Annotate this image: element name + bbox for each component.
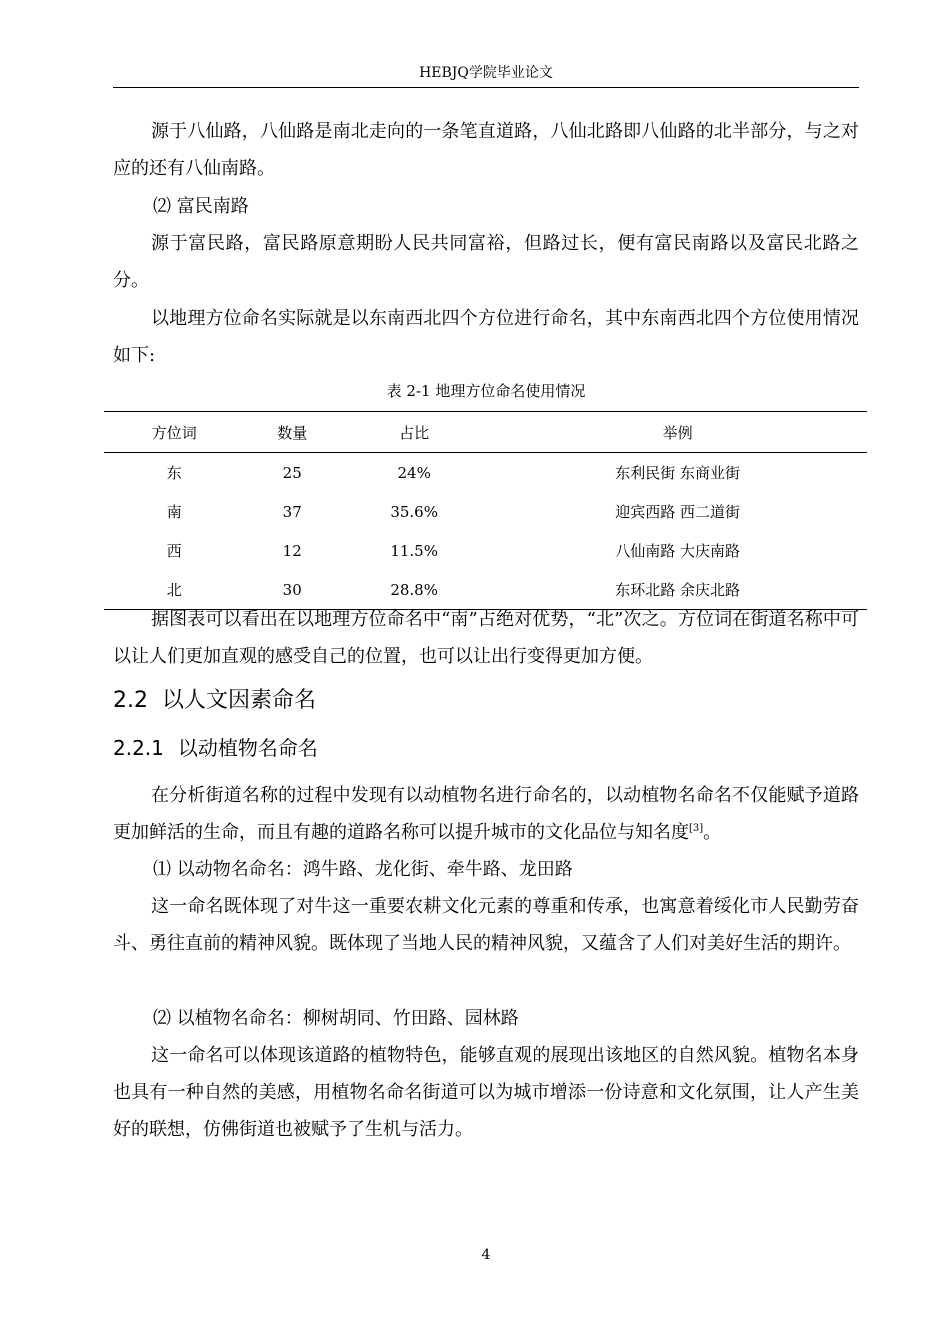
table-row bbox=[104, 492, 867, 531]
paragraph-flora-fauna-intro bbox=[113, 777, 859, 851]
table-cell: 东环北路 余庆北路 bbox=[488, 570, 867, 610]
table-cell: 东利民街 东商业街 bbox=[615, 464, 741, 482]
table-header-row bbox=[104, 412, 867, 453]
subsection-title: 以动植物名命名 bbox=[177, 736, 318, 760]
table-cell: 迎宾西路 西二道街 bbox=[615, 503, 741, 521]
table-cell: 25 bbox=[282, 463, 302, 482]
table-cell: 东 bbox=[166, 464, 182, 482]
list-item-fumin: ⑵ 富民南路 bbox=[153, 196, 249, 217]
paragraph-fumin: 源于富民路，富民路原意期盼人民共同富裕，但路过长，便有富民南路以及富民北路之分。 bbox=[113, 233, 859, 291]
table-cell: 西 bbox=[166, 542, 182, 560]
section-title: 以人文因素命名 bbox=[162, 688, 317, 713]
paragraph-end: 。 bbox=[703, 822, 722, 843]
table-cell: 11.5% bbox=[390, 541, 438, 560]
table-cell: 30 bbox=[244, 570, 340, 610]
list-item-animal-names: ⑴ 以动物名命名：鸿牛路、龙化街、牵牛路、龙田路 bbox=[153, 859, 573, 880]
paragraph-direction-intro: 以地理方位命名实际就是以东南西北四个方位进行命名，其中东南西北四个方位使用情况如下: bbox=[113, 308, 859, 366]
table-header-cell: 占比 bbox=[340, 412, 488, 453]
table-header-cell: 数量 bbox=[244, 412, 340, 453]
table-cell: 37 bbox=[282, 502, 302, 521]
direction-usage-table bbox=[104, 411, 867, 610]
table-header-cell: 举例 bbox=[488, 412, 867, 453]
paragraph-animal-meaning: 这一命名既体现了对牛这一重要农耕文化元素的尊重和传承，也寓意着绥化市人民勤劳奋斗、勇往直前的精神风貌。既体现了当地人民的精神风貌，又蕴含了人们对美好生活的期许。 bbox=[113, 896, 859, 954]
table-caption: 表 2-1 地理方位命名使用情况 bbox=[386, 382, 586, 400]
header-divider bbox=[113, 87, 859, 88]
citation-reference[interactable]: [3] bbox=[689, 823, 704, 834]
table-row bbox=[104, 453, 867, 493]
table-cell: 八仙南路 大庆南路 bbox=[615, 542, 741, 560]
table-cell: 35.6% bbox=[390, 502, 438, 521]
table-row bbox=[104, 531, 867, 570]
subsection-heading-2-2-1 bbox=[113, 731, 318, 765]
table-cell: 北 bbox=[104, 570, 244, 610]
paragraph-baxian: 源于八仙路，八仙路是南北走向的一条笔直道路，八仙北路即八仙路的北半部分，与之对应的还有八仙南路。 bbox=[113, 121, 859, 179]
running-header: HEBJQ学院毕业论文 bbox=[419, 65, 553, 81]
list-item-plant-names: ⑵ 以植物名命名：柳树胡同、竹田路、园林路 bbox=[153, 1008, 519, 1029]
section-number: 2.2 bbox=[113, 688, 148, 713]
section-heading-2-2 bbox=[113, 683, 316, 719]
table-cell: 12 bbox=[282, 541, 302, 560]
paragraph-text: 在分析街道名称的过程中发现有以动植物名进行命名的，以动植物名命名不仅能赋予道路更加鲜活的生命，而且有趣的道路名称可以提升城市的文化品位与知名度 bbox=[113, 785, 859, 843]
table-header-cell: 方位词 bbox=[104, 412, 244, 453]
paragraph-table-analysis: 据图表可以看出在以地理方位命名中“南”占绝对优势，“北”次之。方位词在街道名称中可以让人们更加直观的感受自己的位置，也可以让出行变得更加方便。 bbox=[113, 609, 859, 667]
paragraph-plant-meaning: 这一命名可以体现该道路的植物特色，能够直观的展现出该地区的自然风貌。植物名本身也具有一种自然的美感，用植物名命名街道可以为城市增添一份诗意和文化氛围，让人产生美好的联想，仿佛街道也被赋予了生机与活力。 bbox=[113, 1045, 859, 1140]
table-cell: 24% bbox=[397, 463, 431, 482]
table-cell: 南 bbox=[166, 503, 182, 521]
page-number: 4 bbox=[481, 1247, 491, 1263]
table-cell: 28.8% bbox=[340, 570, 488, 610]
subsection-number: 2.2.1 bbox=[113, 736, 164, 760]
